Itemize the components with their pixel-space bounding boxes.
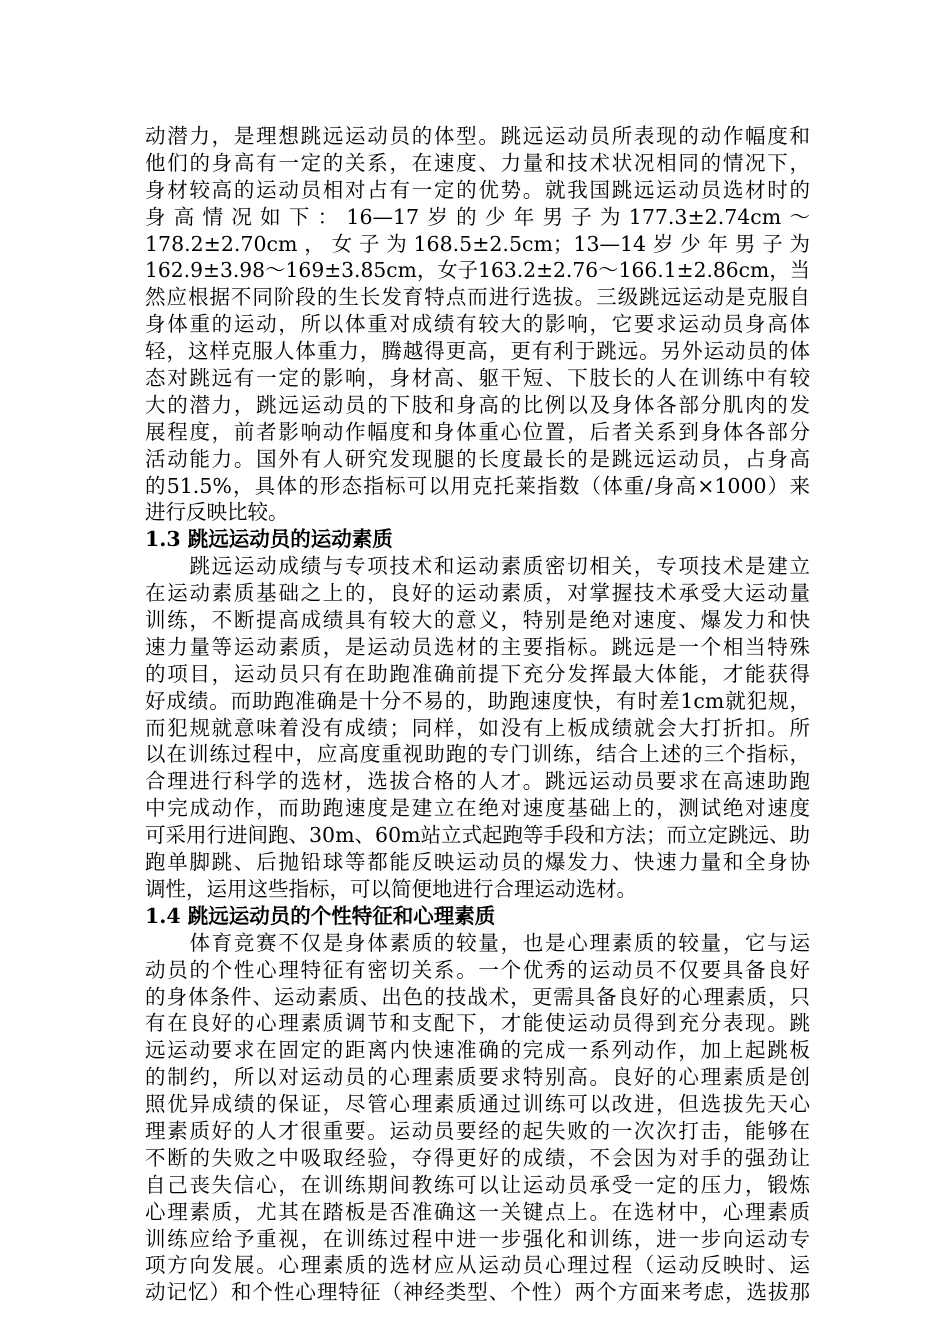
- text-line: 远运动要求在固定的距离内快速准确的完成一系列动作，加上起跳板: [145, 1038, 810, 1063]
- text-line: 训练，不断提高成绩具有较大的意义，特别是绝对速度、爆发力和快: [145, 608, 810, 633]
- text-line: 的51.5%，具体的形态指标可以用克托莱指数（体重/身高×1000）来: [145, 473, 810, 498]
- text-line: 进行反映比较。: [145, 500, 289, 525]
- text-line: 162.9±3.98～169±3.85cm，女子163.2±2.76～166.1±2.86cm，当: [145, 258, 810, 283]
- text-line: 合理进行科学的选材，选拔合格的人才。跳远运动员要求在高速助跑: [145, 769, 810, 794]
- text-line: 中完成动作，而助跑速度是建立在绝对速度基础上的，测试绝对速度: [145, 796, 810, 821]
- text-line: 理素质好的人才很重要。运动员要经的起失败的一次次打击，能够在: [145, 1118, 810, 1143]
- text-line: 在运动素质基础之上的，良好的运动素质，对掌握技术承受大运动量: [145, 581, 810, 606]
- text-line: 而犯规就意味着没有成绩；同样，如没有上板成绩就会大打折扣。所: [145, 715, 810, 740]
- text-line: 好成绩。而助跑准确是十分不易的，助跑速度快，有时差1cm就犯规，: [145, 688, 810, 713]
- text-line: 展程度，前者影响动作幅度和身体重心位置，后者关系到身体各部分: [145, 419, 810, 444]
- text-line: 训练应给予重视，在训练过程中进一步强化和训练，进一步向运动专: [145, 1226, 810, 1251]
- text-line: 大的潜力，跳远运动员的下肢和身高的比例以及身体各部分肌肉的发: [145, 392, 810, 417]
- text-line: 态对跳远有一定的影响，身材高、躯干短、下肢长的人在训练中有较: [145, 366, 810, 391]
- text-line: 的身体条件、运动素质、出色的技战术，更需具备良好的心理素质，只: [145, 984, 810, 1009]
- text-line: 不断的失败之中吸取经验，夺得更好的成绩，不会因为对手的强劲让: [145, 1145, 810, 1170]
- text-line: 体育竞赛不仅是身体素质的较量，也是心理素质的较量，它与运: [145, 930, 810, 955]
- text-line: 动记忆）和个性心理特征（神经类型、个性）两个方面来考虑，选拔那: [145, 1280, 810, 1305]
- text-line: 心理素质，尤其在踏板是否准确这一关键点上。在选材中，心理素质: [145, 1199, 810, 1224]
- text-line: 调性，运用这些指标，可以简便地进行合理运动选材。: [145, 876, 637, 901]
- text-line: 身材较高的运动员相对占有一定的优势。就我国跳远运动员选材时的: [145, 177, 810, 202]
- section-heading: 1.3 跳远运动员的运动素质: [145, 527, 393, 552]
- text-line: 有在良好的心理素质调节和支配下，才能使运动员得到充分表现。跳: [145, 1011, 810, 1036]
- text-line: 项方向发展。心理素质的选材应从运动员心理过程（运动反映时、运: [145, 1253, 810, 1278]
- text-line: 身高情况如下：16—17岁的少年男子为177.3±2.74cm～: [145, 204, 810, 229]
- text-line: 自己丧失信心，在训练期间教练可以让运动员承受一定的压力，锻炼: [145, 1172, 810, 1197]
- text-line: 的制约，所以对运动员的心理素质要求特别高。良好的心理素质是创: [145, 1065, 810, 1090]
- text-line: 178.2±2.70cm，女子为168.5±2.5cm；13—14岁少年男子为: [145, 231, 810, 256]
- text-line: 速力量等运动素质，是运动员选材的主要指标。跳远是一个相当特殊: [145, 634, 810, 659]
- text-line: 他们的身高有一定的关系，在速度、力量和技术状况相同的情况下，: [145, 150, 810, 175]
- text-line: 活动能力。国外有人研究发现腿的长度最长的是跳远运动员，占身高: [145, 446, 810, 471]
- text-line: 身体重的运动，所以体重对成绩有较大的影响，它要求运动员身高体: [145, 312, 810, 337]
- text-line: 跑单脚跳、后抛铅球等都能反映运动员的爆发力、快速力量和全身协: [145, 850, 810, 875]
- body-text: [145, 123, 810, 1306]
- text-line: 轻，这样克服人体重力，腾越得更高，更有利于跳远。另外运动员的体: [145, 339, 810, 364]
- section-heading: 1.4 跳远运动员的个性特征和心理素质: [145, 903, 496, 928]
- text-line: 照优异成绩的保证，尽管心理素质通过训练可以改进，但选拔先天心: [145, 1092, 810, 1117]
- text-line: 以在训练过程中，应高度重视助跑的专门训练，结合上述的三个指标，: [145, 742, 810, 767]
- text-line: 跳远运动成绩与专项技术和运动素质密切相关，专项技术是建立: [145, 554, 810, 579]
- text-line: 的项目，运动员只有在助跑准确前提下充分发挥最大体能，才能获得: [145, 661, 810, 686]
- text-line: 动员的个性心理特征有密切关系。一个优秀的运动员不仅要具备良好: [145, 957, 810, 982]
- text-line: 动潜力，是理想跳远运动员的体型。跳远运动员所表现的动作幅度和: [145, 124, 810, 148]
- text-line: 然应根据不同阶段的生长发育特点而进行选拔。三级跳远运动是克服自: [145, 285, 810, 310]
- text-line: 可采用行进间跑、30m、60m站立式起跑等手段和方法；而立定跳远、助: [145, 823, 811, 848]
